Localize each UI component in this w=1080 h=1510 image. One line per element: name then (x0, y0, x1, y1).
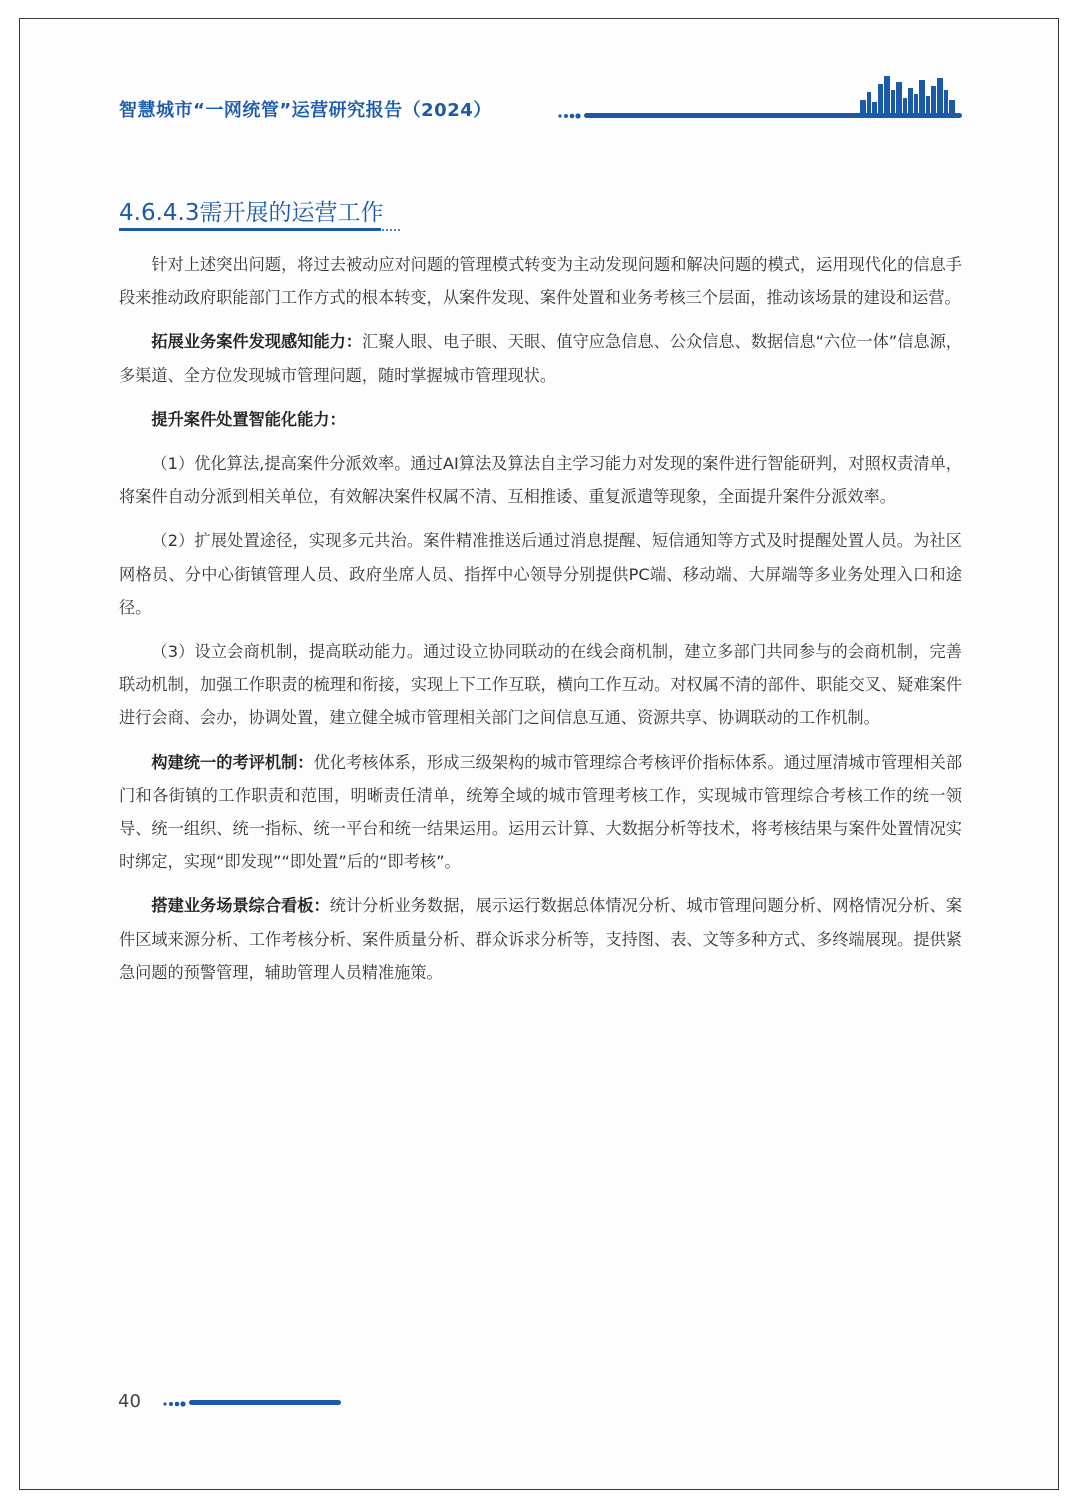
dots-decoration-icon (557, 112, 583, 120)
list-item: （1）优化算法,提高案件分派效率。通过AI算法及算法自主学习能力对发现的案件进行智能研判，对照权责清单，将案件自动分派到相关单位，有效解决案件权属不清、互相推诿、重复派遣等现象，全面提升案件分派效率。 (119, 454, 962, 507)
section-underline (119, 228, 381, 231)
intro-paragraph: 针对上述突出问题，将过去被动应对问题的管理模式转变为主动发现问题和解决问题的模式，运用现代化的信息手段来推动政府职能部门工作方式的根本转变，从案件发现、案件处置和业务考核三个层面，推动该场景的建设和运营。 (119, 255, 962, 308)
section-title: 4.6.4.3需开展的运营工作 (119, 200, 384, 226)
list-item: （2）扩展处置途径，实现多元共治。案件精准推送后通过消息提醒、短信通知等方式及时提醒处置人员。为社区网格员、分中心街镇管理人员、政府坐席人员、指挥中心领导分别提供PC端、移动端、大屏端等多业务处理入口和途径。 (119, 531, 962, 617)
paragraph-text: 优化考核体系，形成三级架构的城市管理综合考核评价指标体系。通过厘清城市管理相关部门和各街镇的工作职责和范围，明晰责任清单，统筹全域的城市管理考核工作，实现城市管理综合考核工作的统一领导、统一组织、统一指标、统一平台和统一结果运用。运用云计算、大数据分析等技术，将考核结果与案件处置情况实时绑定，实现“即发现”“即处置”后的“即考核”。 (119, 752, 963, 872)
paragraph-label: 搭建业务场景综合看板： (151, 896, 330, 916)
paragraph-label: 构建统一的考评机制： (151, 752, 314, 772)
city-skyline-icon (858, 70, 962, 116)
paragraph-text: 汇聚人眼、电子眼、天眼、值守应急信息、公众信息、数据信息“六位一体”信息源，多渠道、全方位发现城市管理问题，随时掌握城市管理现状。 (119, 332, 962, 385)
paragraph-text: 统计分析业务数据，展示运行数据总体情况分析、城市管理问题分析、网格情况分析、案件区域来源分析、工作考核分析、案件质量分析、群众诉求分析等，支持图、表、文等多种方式、多终端展现。提供紧急问题的预警管理，辅助管理人员精准施策。 (119, 896, 963, 982)
report-title: 智慧城市“一网统管”运营研究报告（2024） (119, 100, 492, 121)
paragraph-dashboard (119, 889, 962, 989)
dots-decoration-icon (162, 1400, 188, 1408)
dots-decoration-icon (381, 227, 403, 233)
paragraph-disposal (119, 403, 962, 436)
paragraph-label: 提升案件处置智能化能力： (151, 409, 346, 429)
footer-rule (189, 1400, 341, 1405)
paragraph-label: 拓展业务案件发现感知能力： (151, 332, 362, 352)
body-text (119, 248, 962, 1000)
page-number: 40 (118, 1391, 141, 1412)
paragraph-evaluation (119, 746, 962, 879)
paragraph-perception (119, 325, 962, 391)
list-item: （3）设立会商机制，提高联动能力。通过设立协同联动的在线会商机制，建立多部门共同参与的会商机制，完善联动机制，加强工作职责的梳理和衔接，实现上下工作互联，横向工作互动。对权属不清的部件、职能交叉、疑难案件进行会商、会办，协调处置，建立健全城市管理相关部门之间信息互通、资源共享、协调联动的工作机制。 (119, 642, 962, 728)
